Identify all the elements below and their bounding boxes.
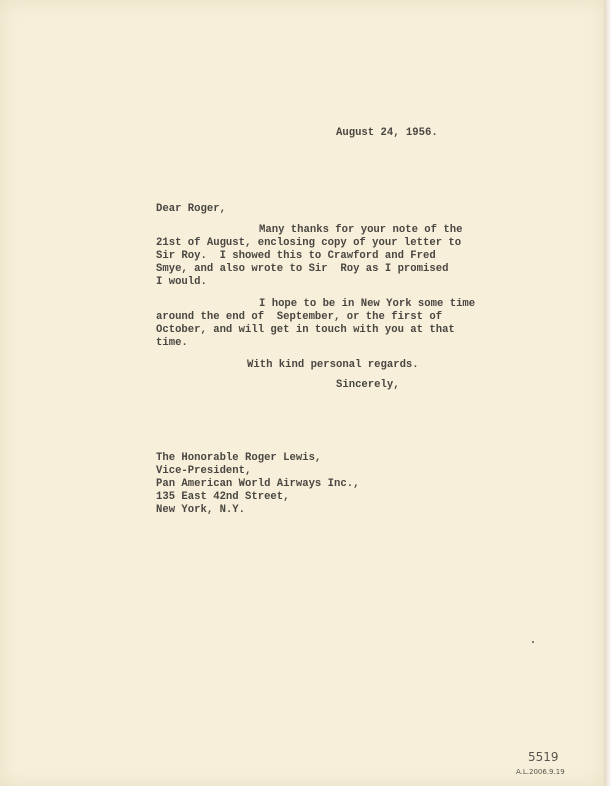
paper-speck [532, 641, 534, 643]
handwritten-archive-reference: A.L.2006.9.19 [516, 768, 565, 776]
address-line: New York, N.Y. [156, 504, 246, 516]
paragraph-2-line: around the end of September, or the first of [156, 311, 443, 323]
closing: Sincerely, [336, 379, 400, 391]
paragraph-1-line: Smye, and also wrote to Sir Roy as I promised [156, 263, 449, 275]
paragraph-2-line: October, and will get in touch with you at that [156, 324, 455, 336]
regards-line: With kind personal regards. [247, 359, 419, 371]
paragraph-2-line: I hope to be in New York some time [259, 298, 476, 310]
paragraph-1-line: Sir Roy. I showed this to Crawford and Fred [156, 250, 436, 262]
address-line: 135 East 42nd Street, [156, 491, 290, 503]
address-line: The Honorable Roger Lewis, [156, 452, 322, 464]
letter-date: August 24, 1956. [336, 127, 438, 139]
salutation: Dear Roger, [156, 203, 226, 215]
paragraph-1-line: 21st of August, enclosing copy of your letter to [156, 237, 462, 249]
paragraph-2-line: time. [156, 337, 188, 349]
paragraph-1-line: Many thanks for your note of the [259, 224, 463, 236]
paragraph-1-line: I would. [156, 276, 207, 288]
address-line: Pan American World Airways Inc., [156, 478, 360, 490]
page-edge [604, 0, 612, 786]
address-line: Vice-President, [156, 465, 252, 477]
handwritten-page-number: 5519 [528, 750, 559, 764]
